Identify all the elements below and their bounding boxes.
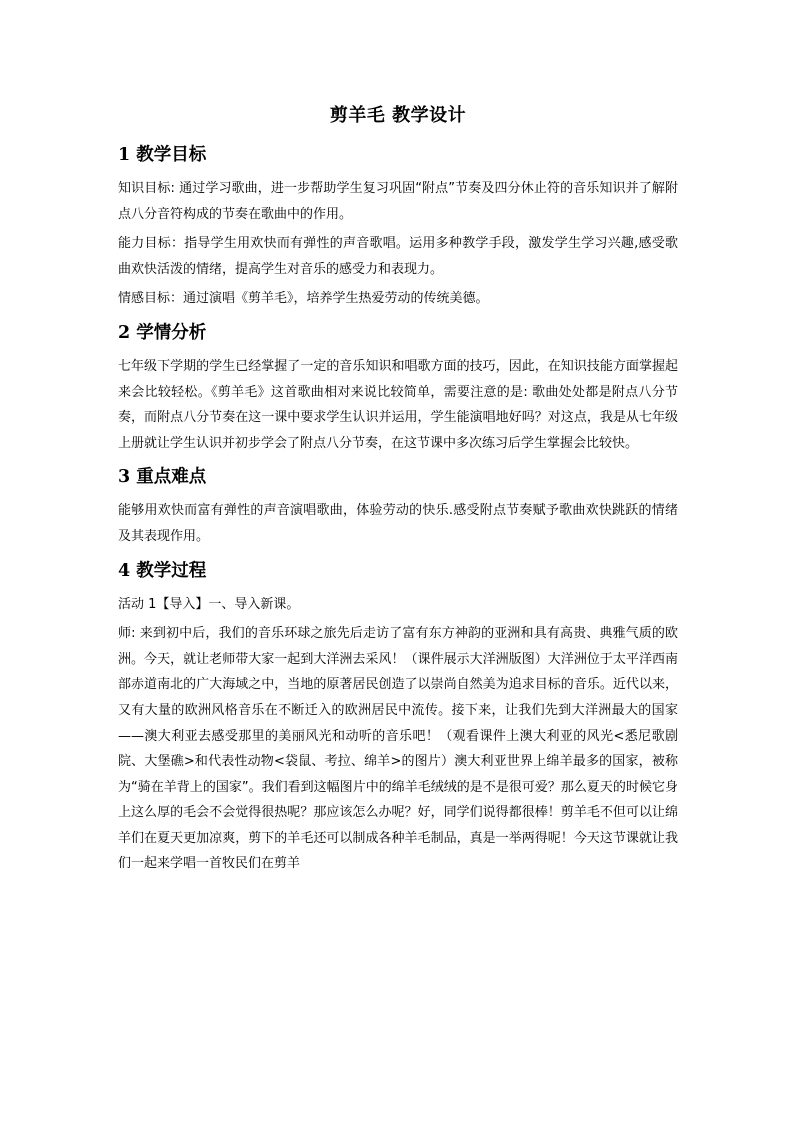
paragraph-activity-intro: 活动 1【导入】一、导入新课。 [118,596,300,612]
paragraph-emotional-objective: 情感目标：通过演唱《剪羊毛》，培养学生热爱劳动的传统美德。 [118,291,489,307]
section-heading: 2 学情分析 [118,322,207,343]
paragraph-ability-objective: 能力目标：指导学生用欢快而有弹性的声音歌唱。运用多种教学手段，激发学生学习兴趣,感受歌曲欢快活泼的情绪，提高学生对音乐的感受力和表现力。 [118,236,678,277]
paragraph-knowledge-objective: 知识目标: 通过学习歌曲，进一步帮助学生复习巩固“附点”节奏及四分休止符的音乐知识并了解附点八分音符构成的节奏在歌曲中的作用。 [118,181,678,222]
paragraph-teacher-script: 师: 来到初中后，我们的音乐环球之旅先后走访了富有东方神韵的亚洲和具有高贵、典雅气质的欧洲。今天，就让老师带大家一起到大洋洲去采风！（课件展示大洋洲版图）大洋洲位于太平洋西南部赤道南北的广大海域之中，当地的原著居民创造了以崇尚自然美为追求目标的音乐。近代以来，又有大量的欧洲风格音乐在不断迁入的欧洲居民中流传。接下来，让我们先到大洋洲最大的国家——澳大利亚去感受那里的美丽风光和动听的音乐吧！（观看课件上澳大利亚的风光<悉尼歌剧院、大堡礁>和代表性动物<袋鼠、考拉、绵羊>的图片）澳大利亚世界上绵羊最多的国家，被称为“骑在羊背上的国家”。我们看到这幅图片中的绵羊毛绒绒的是不是很可爱？那么夏天的时候它身上这么厚的毛会不会觉得很热呢？那应该怎么办呢？好，同学们说得都很棒！剪羊毛不但可以让绵羊们在夏天更加凉爽，剪下的羊毛还可以制成各种羊毛制品，真是一举两得呢！今天这节课就让我们一起来学唱一首牧民们在剪羊 [118,626,678,872]
section-key-difficulties [118,462,678,549]
document-page [118,102,678,881]
section-heading: 3 重点难点 [118,467,207,488]
section-heading: 4 教学过程 [118,560,207,581]
section-student-analysis [118,318,678,456]
section-teaching-objectives [118,140,678,312]
paragraph-key-difficulties: 能够用欢快而富有弹性的声音演唱歌曲，体验劳动的快乐.感受附点节奏赋予歌曲欢快跳跃的情绪及其表现作用。 [118,503,678,544]
section-teaching-process [118,556,678,878]
section-heading: 1 教学目标 [118,145,207,165]
paragraph-student-analysis: 七年级下学期的学生已经掌握了一定的音乐知识和唱歌方面的技巧，因此，在知识技能方面掌握起来会比较轻松。《剪羊毛》这首歌曲相对来说比较简单，需要注意的是: 歌曲处处都是附点八分节奏，而附点八分节奏在这一课中要求学生认识并运用，学生能演唱地好吗？对这点，我是从七年级上册就让学生认识并初步学会了附点八分节奏，在这节课中多次练习后学生掌握会比较快。 [118,358,678,451]
document-title: 剪羊毛 教学设计 [329,105,467,126]
